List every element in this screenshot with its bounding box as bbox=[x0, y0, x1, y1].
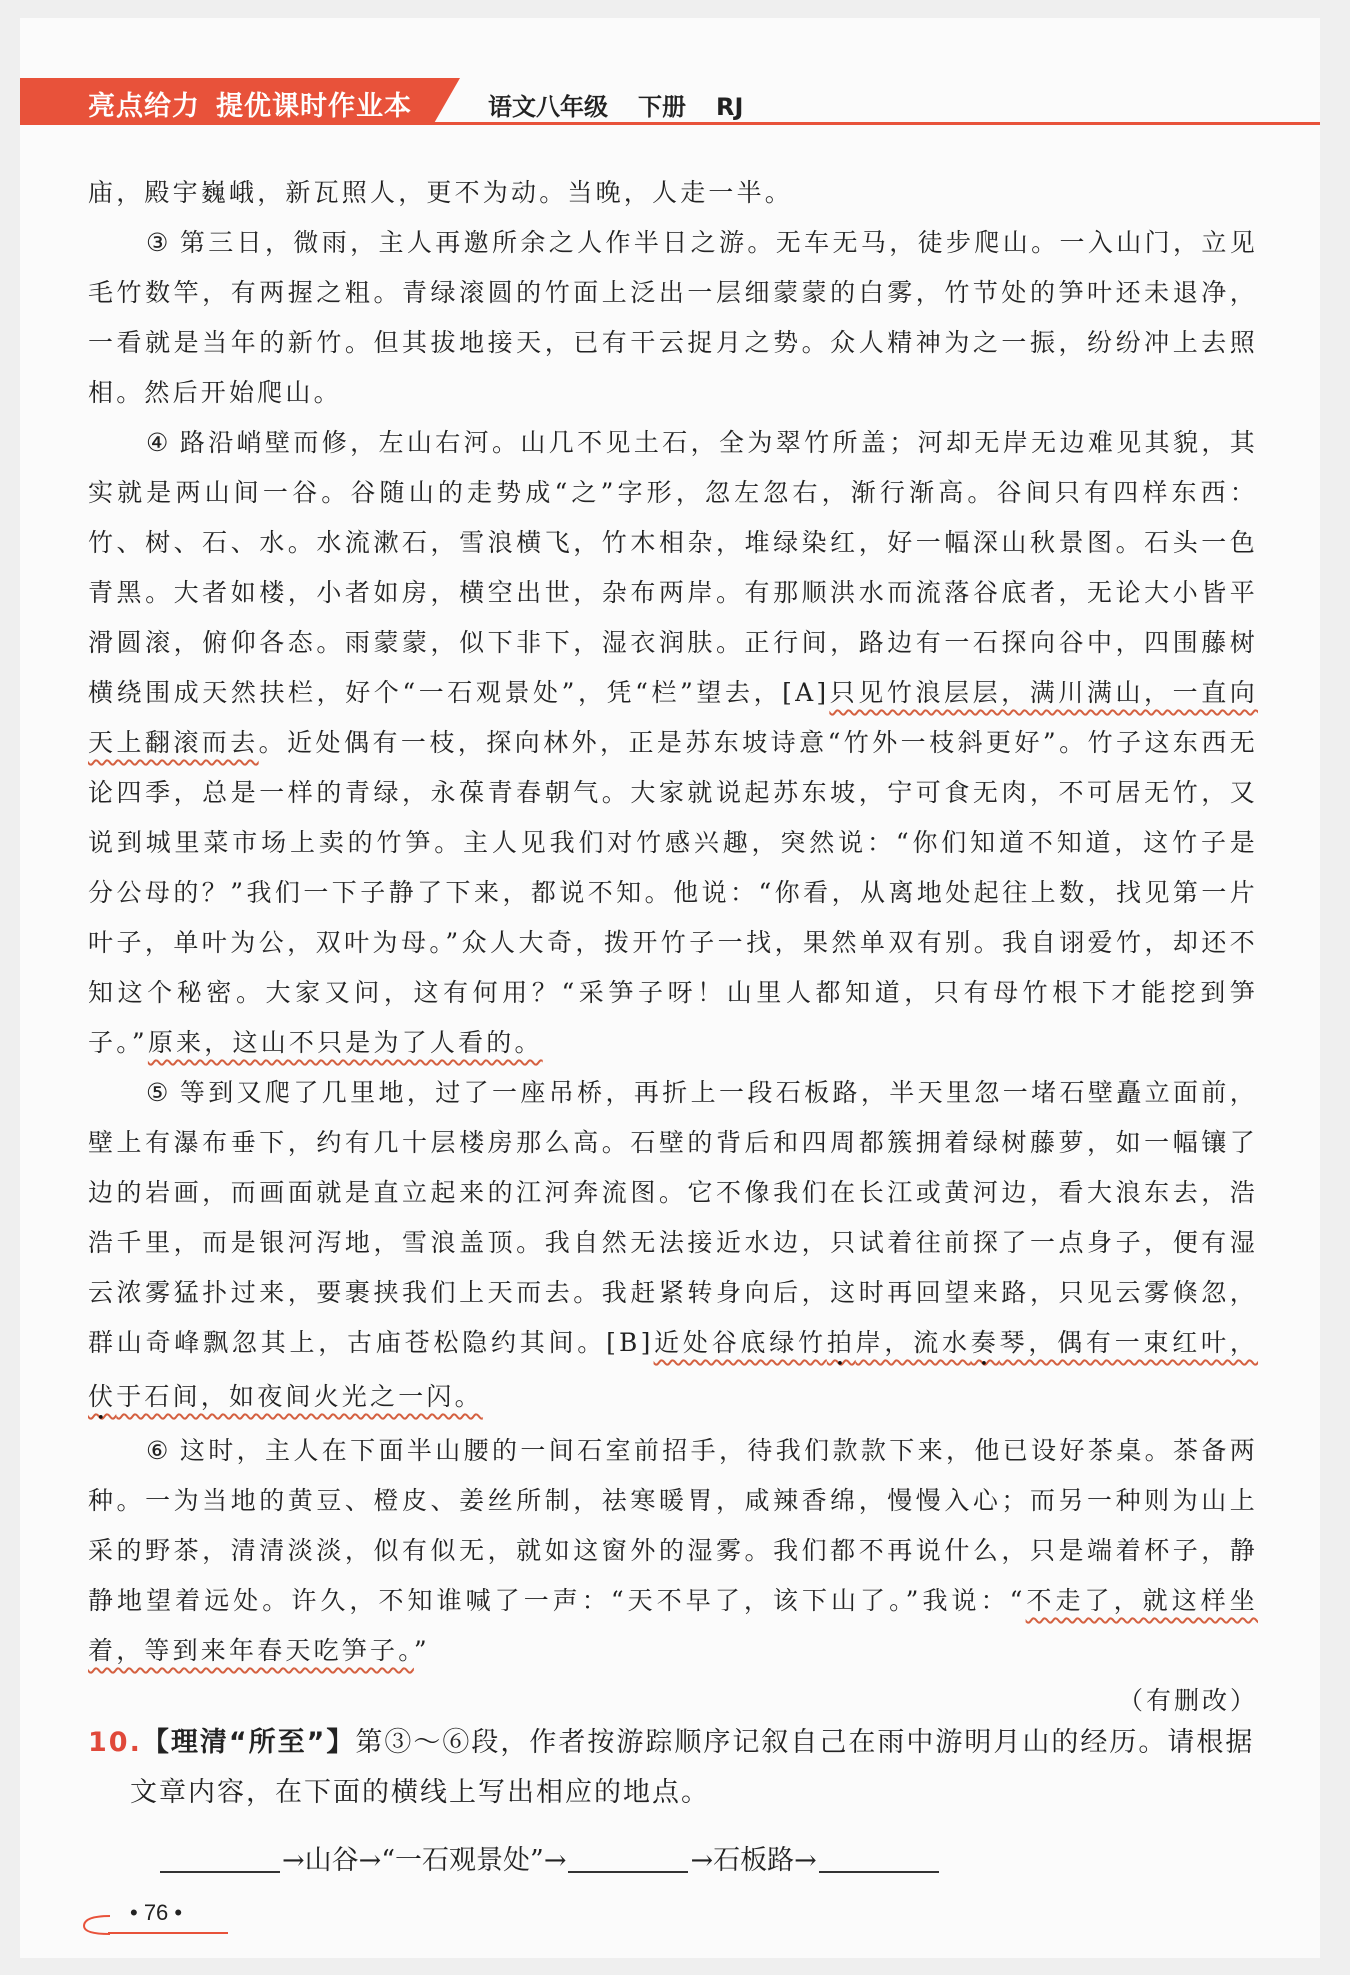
question-text-2: 文章内容，在下面的横线上写出相应的地点。 bbox=[130, 1777, 710, 1808]
closing-quote: ” bbox=[413, 1636, 430, 1665]
underlined-sentence-a: 只见竹浪层层，满川满山，一直向天上翻滚而去 bbox=[88, 678, 1258, 757]
underlined-text: 于石间，如夜间火光之一闪。 bbox=[116, 1382, 483, 1411]
header-book-info bbox=[488, 87, 773, 122]
emphasized-word: 拍 bbox=[826, 1328, 856, 1357]
series-name: 提优课时作业本 bbox=[216, 91, 412, 122]
answer-blank-2[interactable] bbox=[568, 1871, 688, 1873]
emphasized-word: 奏 bbox=[970, 1328, 1000, 1357]
emphasized-word: 伏 bbox=[88, 1382, 117, 1411]
paragraph-text: 这时，主人在下面半山腰的一间石室前招手，待我们款款下来，他已设好茶桌。茶备两种。一为当地的黄豆、橙皮、姜丝所制，祛寒暖胃，咸辣香绵，慢慢入心；而另一种则为山上采的野茶，清清淡淡，似有似无，就如这窗外的湿雾。我们都不再说什么，只是端着杯子，静静地望着远处。许久，不知谁喊了一声：“天不早了，该下山了。”我说：“ bbox=[88, 1436, 1258, 1615]
answer-blank-3[interactable] bbox=[819, 1871, 939, 1873]
passage-body bbox=[88, 168, 1258, 1726]
underlined-text: 岸，流水 bbox=[855, 1328, 971, 1357]
paragraph-text: 第三日，微雨，主人再邀所余之人作半日之游。无车无马，徒步爬山。一入山门，立见毛竹数竿，有两握之粗。青绿滚圆的竹面上泛出一层细蒙蒙的白雾，竹节处的笋叶还未退净，一看就是当年的新竹。但其拔地接天，已有干云捉月之势。众人精神为之一振，纷纷冲上去照相。然后开始爬山。 bbox=[88, 228, 1258, 407]
workbook-page bbox=[20, 18, 1320, 1958]
underlined-sentence: 原来，这山不只是为了人看的。 bbox=[147, 1028, 543, 1057]
brand-name: 亮点给力 bbox=[88, 91, 200, 122]
question-line-1 bbox=[88, 1718, 1258, 1768]
source-note: （有删改） bbox=[1117, 1686, 1258, 1715]
page-footer bbox=[80, 1898, 240, 1938]
paragraph-continued: 庙，殿宇巍峨，新瓦照人，更不为动。当晚，人走一半。 bbox=[88, 178, 794, 207]
question-text: 第③～⑥段，作者按游踪顺序记叙自己在雨中游明月山的经历。请根据 bbox=[355, 1727, 1255, 1758]
paragraph-text: 路沿峭壁而修，左山右河。山几不见土石，全为翠竹所盖；河却无岸无边难见其貌，其实就是两山间一谷。谷随山的走势成“之”字形，忽左忽右，渐行渐高。谷间只有四样东西：竹、树、石、水。水流漱石，雪浪横飞，竹木相杂，堆绿染红，好一幅深山秋景图。石头一色青黑。大者如楼，小者如房，横空出世，杂布两岸。有那顺洪水而流落谷底者，无论大小皆平滑圆滚，俯仰各态。雨蒙蒙，似下非下，湿衣润肤。正行间，路边有一石探向谷中，四围藤树横绕围成天然扶栏，好个“一石观景处”，凭“栏”望去， bbox=[88, 428, 1258, 707]
paragraph-number: ⑥ bbox=[146, 1436, 169, 1465]
edition-label: RJ bbox=[716, 93, 744, 121]
page-number: • 76 • bbox=[130, 1900, 183, 1925]
paragraph-6 bbox=[88, 1426, 1258, 1676]
page-header bbox=[20, 78, 1320, 128]
paragraph-text: 。近处偶有一枝，探向林外，正是苏东坡诗意“竹外一枝斜更好”。竹子这东西无论四季，总是一样的青绿，永葆青春朝气。大家就说起苏东坡，宁可食无肉，不可居无竹，又说到城里菜市场上卖的竹笋。主人见我们对竹感兴趣，突然说：“你们知道不知道，这竹子是分公母的？”我们一下子静了下来，都说不知。他说：“你看，从离地处起往上数，找见第一片叶子，单叶为公，双叶为母。”众人大奇，拨开竹子一找，果然单双有别。我自诩爱竹，却还不知这个秘密。大家又问，这有何用？“采笋子呀！山里人都知道，只有母竹根下才能挖到笋子。” bbox=[88, 728, 1258, 1057]
paragraph-text: 等到又爬了几里地，过了一座吊桥，再折上一段石板路，半天里忽一堵石壁矗立面前，壁上有瀑布垂下，约有几十层楼房那么高。石壁的背后和四周都簇拥着绿树藤萝，如一幅镶了边的岩画，而画面就是直立起来的江河奔流图。它不像我们在长江或黄河边，看大浪东去，浩浩千里，而是银河泻地，雪浪盖顶。我自然无法接近水边，只试着往前探了一点身子，便有湿云浓雾猛扑过来，要裹挟我们上天而去。我赶紧转身向后，这时再回望来路，只见云雾倏忽，群山奇峰飘忽其上，古庙苍松隐约其间。 bbox=[88, 1078, 1258, 1357]
header-brand bbox=[88, 84, 412, 123]
header-rule bbox=[20, 122, 1320, 125]
volume-label: 下册 bbox=[638, 93, 686, 121]
paragraph-number: ⑤ bbox=[146, 1078, 169, 1107]
route-text: →山谷→“一石观景处”→ bbox=[282, 1845, 567, 1876]
answer-row bbox=[160, 1838, 939, 1877]
question-tag: 【理清“所至”】 bbox=[141, 1727, 356, 1758]
label-b: [B] bbox=[606, 1328, 654, 1357]
subject-label: 语文八年级 bbox=[488, 93, 608, 121]
label-a: [A] bbox=[782, 678, 830, 707]
paragraph-3 bbox=[88, 218, 1258, 418]
paragraph-4 bbox=[88, 418, 1258, 1068]
underlined-text: 琴，偶有一束红叶， bbox=[999, 1328, 1259, 1357]
answer-blank-1[interactable] bbox=[160, 1871, 280, 1873]
question-10 bbox=[88, 1718, 1258, 1818]
underlined-sentence: 不走了，就这样坐着，等到来年春天吃笋子。 bbox=[88, 1586, 1258, 1665]
paragraph-5 bbox=[88, 1068, 1258, 1426]
paragraph-number: ④ bbox=[146, 428, 169, 457]
paragraph-number: ③ bbox=[146, 228, 169, 257]
route-text: →石板路→ bbox=[690, 1845, 817, 1876]
underlined-text: 近处谷底绿竹 bbox=[653, 1328, 827, 1357]
question-number: 10. bbox=[88, 1727, 142, 1758]
footer-rule bbox=[108, 1932, 228, 1934]
